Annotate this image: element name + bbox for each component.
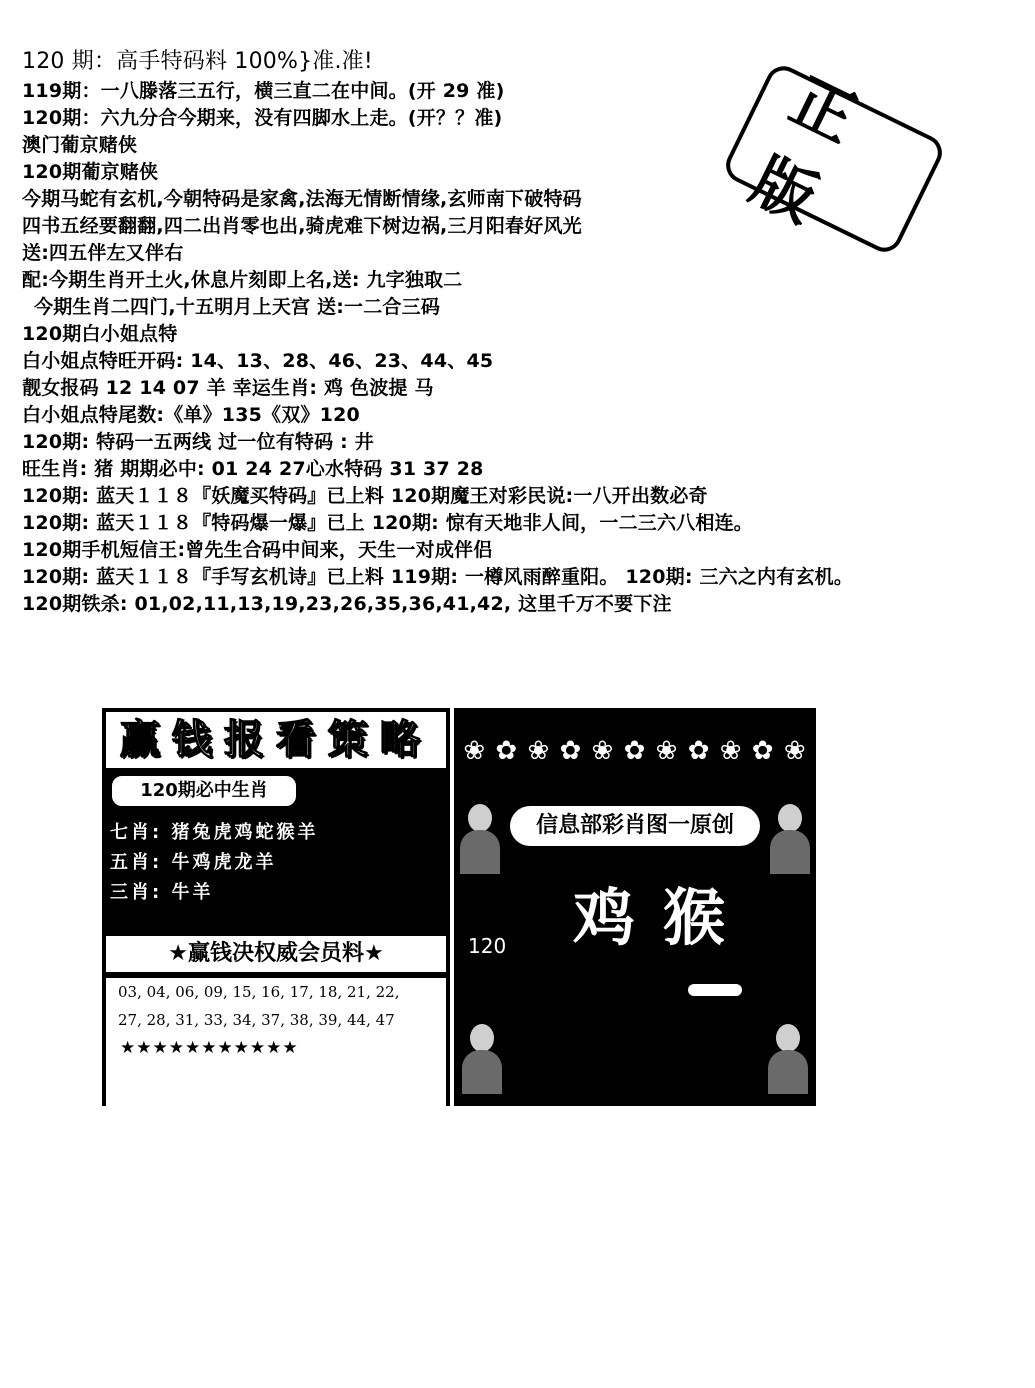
text-line: 澳门葡京赌侠 xyxy=(22,134,138,156)
text-line: 120期白小姐点特 xyxy=(22,323,178,345)
left-panel-header xyxy=(106,712,446,768)
star-rating: ★★★★★★★★★★★ xyxy=(120,1038,299,1058)
numbers-row: 27, 28, 31, 33, 34, 37, 38, 39, 44, 47 xyxy=(118,1011,395,1029)
text-line: 四书五经要翻翻,四二出肖零也出,骑虎难下树边祸,三月阳春好风光 xyxy=(22,215,582,237)
text-line: 120期: 特码一五两线 过一位有特码 : 井 xyxy=(22,431,374,453)
text-line: 120期: 蓝天１１８『妖魔买特码』已上料 120期魔王对彩民说:一八开出数必奇 xyxy=(22,485,708,507)
right-image-panel xyxy=(454,708,816,1106)
text-line: 旺生肖: 猪 期期必中: 01 24 27心水特码 31 37 28 xyxy=(22,458,484,480)
text-line: 120期手机短信王:曾先生合码中间来，天生一对成伴侣 xyxy=(22,539,493,561)
pick-line: 七肖: 猪兔虎鸡蛇猴羊 xyxy=(110,822,319,843)
pick-line: 五肖: 牛鸡虎龙羊 xyxy=(110,852,277,873)
text-line: 120期: 蓝天１１８『手写玄机诗』已上料 119期: 一樽风雨醉重阳。 120期: 三六之内有玄机。 xyxy=(22,566,854,588)
text-line: 配:今期生肖开土火,休息片刻即上名,送: 九字独取二 xyxy=(22,269,463,291)
left-panel-header-text: 赢钱报看策略 xyxy=(120,716,432,763)
text-line: 送:四五伴左又伴右 xyxy=(22,242,184,264)
text-line: 120期葡京赌侠 xyxy=(22,161,159,183)
right-panel-title-text: 信息部彩肖图一原创 xyxy=(535,813,734,838)
portrait-icon xyxy=(770,804,810,874)
portrait-icon xyxy=(460,804,500,874)
right-panel-title xyxy=(510,806,760,846)
portrait-icon xyxy=(462,1024,502,1094)
numbers-row: 03, 04, 06, 09, 15, 16, 17, 18, 21, 22, xyxy=(118,983,400,1001)
left-image-panel xyxy=(102,708,450,1106)
flower-decoration xyxy=(454,716,816,786)
small-caption xyxy=(688,984,742,996)
left-panel-subheader xyxy=(110,774,298,808)
text-line: 靓女报码 12 14 07 羊 幸运生肖: 鸡 色波提 马 xyxy=(22,377,434,399)
flower-icon: ❀ ✿ ❀ ✿ ❀ ✿ ❀ ✿ ❀ ✿ ❀ xyxy=(463,736,807,766)
text-line: 今期生肖二四门,十五明月上天宫 送:一二合三码 xyxy=(34,296,441,318)
text-line: 120期铁杀: 01,02,11,13,19,23,26,35,36,41,42, 这里千万不要下注 xyxy=(22,593,672,615)
stamp-label: 正版 xyxy=(740,63,895,250)
page-title: 120 期：高手特码料 100%}准.准! xyxy=(22,49,373,74)
left-panel-numbers xyxy=(106,978,446,1106)
zodiac-pick: 鸡猴 xyxy=(572,881,753,954)
pick-line: 三肖: 牛羊 xyxy=(110,882,214,903)
text-line: 119期：一八滕落三五行，横三直二在中间。(开 29 准) xyxy=(22,80,505,102)
left-panel-banner-text: ★赢钱决权威会员料★ xyxy=(168,941,384,966)
text-line: 白小姐点特旺开码: 14、13、28、46、23、44、45 xyxy=(22,350,494,372)
text-line: 今期马蛇有玄机,今朝特码是家禽,法海无情断情缘,玄师南下破特码 xyxy=(22,188,582,210)
issue-number: 120 xyxy=(468,934,507,958)
text-line: 白小姐点特尾数:《单》135《双》120 xyxy=(22,404,360,426)
left-panel-banner xyxy=(106,936,446,972)
left-panel-subheader-text: 120期必中生肖 xyxy=(140,780,268,801)
text-line: 120期: 蓝天１１８『特码爆一爆』已上 120期: 惊有天地非人间，一二三六八相连。 xyxy=(22,512,753,534)
text-line: 120期：六九分合今期来，没有四脚水上走。(开？？准) xyxy=(22,107,503,129)
portrait-icon xyxy=(768,1024,808,1094)
